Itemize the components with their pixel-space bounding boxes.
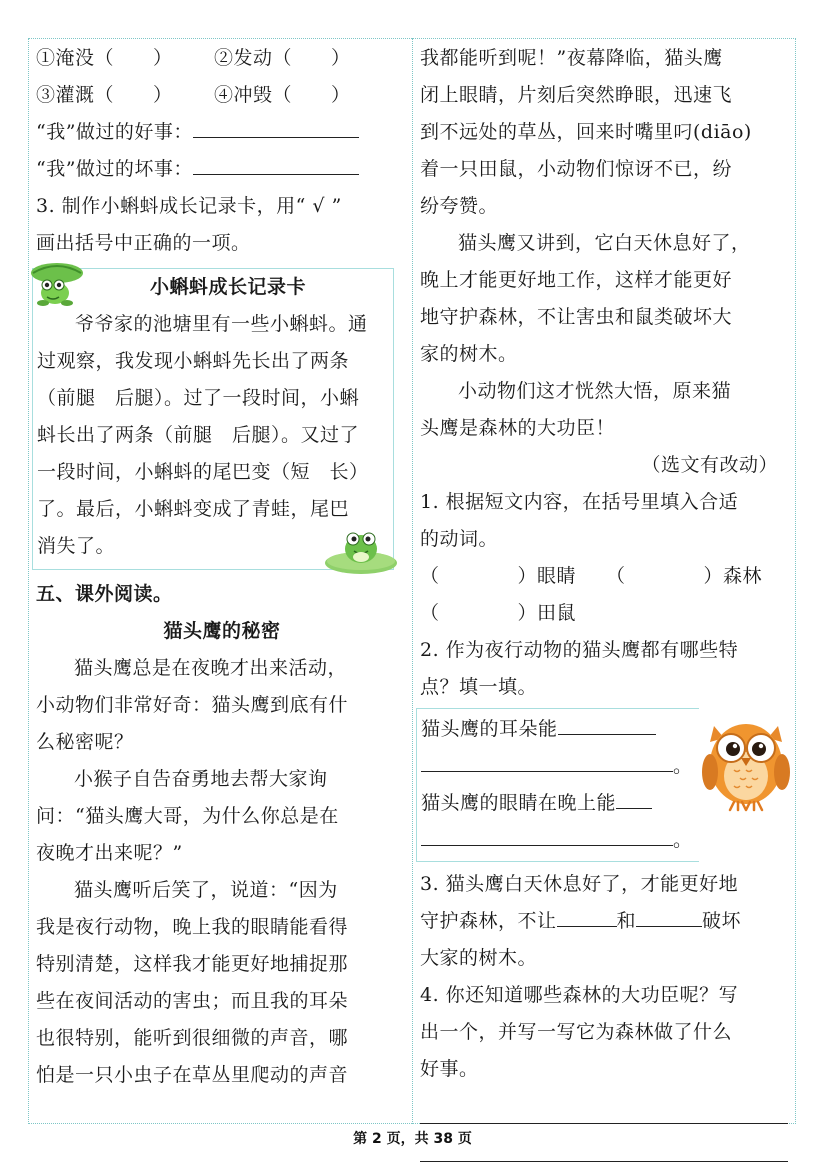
bad-deed-label: “我”做过的坏事： — [36, 158, 193, 180]
ears-answer-line-2[interactable] — [421, 751, 673, 772]
owl-icon — [700, 712, 792, 812]
story-line: 家的树木。 — [420, 343, 518, 365]
card-line: （前腿 后腿）。过了一段时间，小蝌 — [37, 387, 360, 409]
q3-line-3: 大家的树木。 — [420, 947, 538, 969]
story-line: 纷夸赞。 — [420, 195, 499, 217]
good-deed-label: “我”做过的好事： — [36, 121, 193, 143]
card-line: 爷爷家的池塘里有一些小蝌蚪。通 — [75, 313, 368, 335]
story-line: 猫头鹰总是在夜晚才出来活动， — [74, 657, 348, 679]
story-left-part — [36, 650, 408, 1094]
story-line: 猫头鹰又讲到，它白天休息好了， — [458, 232, 751, 254]
story-line: 晚上才能更好地工作，这样才能更好 — [420, 269, 733, 291]
q3-line-2 — [420, 903, 788, 940]
story-line: 着一只田鼠，小动物们惊讶不已，纷 — [420, 158, 733, 180]
eyes-row-2 — [421, 822, 699, 859]
q1-forest-blank[interactable]: （ ）森林 — [606, 565, 763, 587]
story-line: 怕是一只小虫子在草丛里爬动的声音 — [36, 1064, 349, 1086]
right-column — [420, 40, 788, 1162]
option-2: ②发动（ ） — [214, 47, 351, 69]
frog-on-leaf-icon — [29, 261, 85, 309]
period-mark: 。 — [673, 829, 693, 851]
section-title: 五、课外阅读。 — [36, 583, 173, 605]
story-line: 小猴子自告奋勇地去帮大家询 — [74, 768, 328, 790]
q3-blank-2[interactable] — [636, 906, 702, 927]
eyes-label: 猫头鹰的眼睛在晚上能 — [421, 792, 617, 814]
eyes-answer-line-2[interactable] — [421, 825, 673, 846]
story-line: 么秘密呢？ — [36, 731, 134, 753]
q3-line-1: 3. 猫头鹰白天休息好了，才能更好地 — [420, 873, 739, 895]
q1-eyes-blank[interactable]: （ ）眼睛 — [420, 565, 577, 587]
ears-answer-line[interactable] — [558, 714, 656, 735]
q3-text-b: 和 — [616, 910, 637, 932]
ears-row-2 — [421, 748, 699, 785]
good-deed-row — [36, 114, 408, 151]
card-line: 蚪长出了两条（前腿 后腿）。又过了 — [37, 424, 360, 446]
tadpole-record-card — [32, 268, 394, 570]
story-line: 我都能听到呢！”夜幕降临，猫头鹰 — [420, 47, 723, 69]
eyes-row — [421, 785, 699, 822]
eyes-answer-line[interactable] — [616, 788, 652, 809]
bad-deed-row — [36, 151, 408, 188]
q3-instruction-2: 画出括号中正确的一项。 — [36, 232, 251, 254]
period-mark: 。 — [673, 755, 693, 777]
card-line: 消失了。 — [37, 535, 116, 557]
frog-on-lilypad-icon — [321, 523, 399, 575]
q1-instruction-1: 1. 根据短文内容，在括号里填入合适 — [420, 491, 739, 513]
left-column — [36, 40, 408, 1094]
card-title: 小蝌蚪成长记录卡 — [149, 276, 306, 298]
story-line: 问：“猫头鹰大哥，为什么你总是在 — [36, 805, 339, 827]
q3-text-c: 破坏 — [702, 910, 742, 932]
card-line: 了。最后，小蝌蚪变成了青蛙，尾巴 — [37, 498, 350, 520]
story-right-part — [420, 40, 788, 447]
options-row-2 — [36, 77, 408, 114]
q3-instruction-1: 3. 制作小蝌蚪成长记录卡，用“ √ ” — [36, 195, 342, 217]
good-deed-answer-line[interactable] — [193, 117, 359, 138]
story-line: 些在夜间活动的害虫；而且我的耳朵 — [36, 990, 349, 1012]
option-4: ④冲毁（ ） — [214, 84, 351, 106]
story-line: 我是夜行动物，晚上我的眼睛能看得 — [36, 916, 349, 938]
ears-row — [421, 711, 699, 748]
story-line: 地守护森林，不让害虫和鼠类破坏大 — [420, 306, 733, 328]
q2-instruction-2: 点？填一填。 — [420, 676, 538, 698]
options-row-1 — [36, 40, 408, 77]
bad-deed-answer-line[interactable] — [193, 154, 359, 175]
ears-label: 猫头鹰的耳朵能 — [421, 718, 558, 740]
story-line: 小动物们这才恍然大悟，原来猫 — [458, 380, 732, 402]
source-note: （选文有改动） — [641, 454, 778, 476]
story-line: 头鹰是森林的大功臣！ — [420, 417, 616, 439]
story-line: 特别清楚，这样我才能更好地捕捉那 — [36, 953, 349, 975]
q1-instruction-2: 的动词。 — [420, 528, 499, 550]
page-number-footer: 第 2 页，共 38 页 — [353, 1131, 472, 1147]
q4-line-3: 好事。 — [420, 1058, 479, 1080]
story-line: 夜晚才出来呢？” — [36, 842, 183, 864]
option-3: ③灌溉（ ） — [36, 84, 173, 106]
q1-mouse-blank[interactable]: （ ）田鼠 — [420, 602, 577, 624]
story-line: 猫头鹰听后笑了，说道：“因为 — [74, 879, 338, 901]
story-line: 到不远处的草丛，回来时嘴里叼(diāo) — [420, 121, 752, 143]
q2-instruction-1: 2. 作为夜行动物的猫头鹰都有哪些特 — [420, 639, 739, 661]
q1-row-1 — [420, 558, 788, 595]
story-line: 小动物们非常好奇：猫头鹰到底有什 — [36, 694, 349, 716]
story-line: 闭上眼睛，片刻后突然睁眼，迅速飞 — [420, 84, 733, 106]
column-divider — [412, 38, 413, 1124]
q3-text-a: 守护森林，不让 — [420, 910, 557, 932]
card-line: 过观察，我发现小蝌蚪先长出了两条 — [37, 350, 350, 372]
card-line: 一段时间，小蝌蚪的尾巴变（短 长） — [37, 461, 369, 483]
option-1: ①淹没（ ） — [36, 47, 173, 69]
q4-line-1: 4. 你还知道哪些森林的大功臣呢？写 — [420, 984, 739, 1006]
owl-features-box — [416, 708, 699, 862]
story-title: 猫头鹰的秘密 — [163, 620, 281, 642]
q3-blank-1[interactable] — [557, 906, 617, 927]
story-line: 也很特别，能听到很细微的声音，哪 — [36, 1027, 349, 1049]
q4-line-2: 出一个，并写一写它为森林做了什么 — [420, 1021, 733, 1043]
